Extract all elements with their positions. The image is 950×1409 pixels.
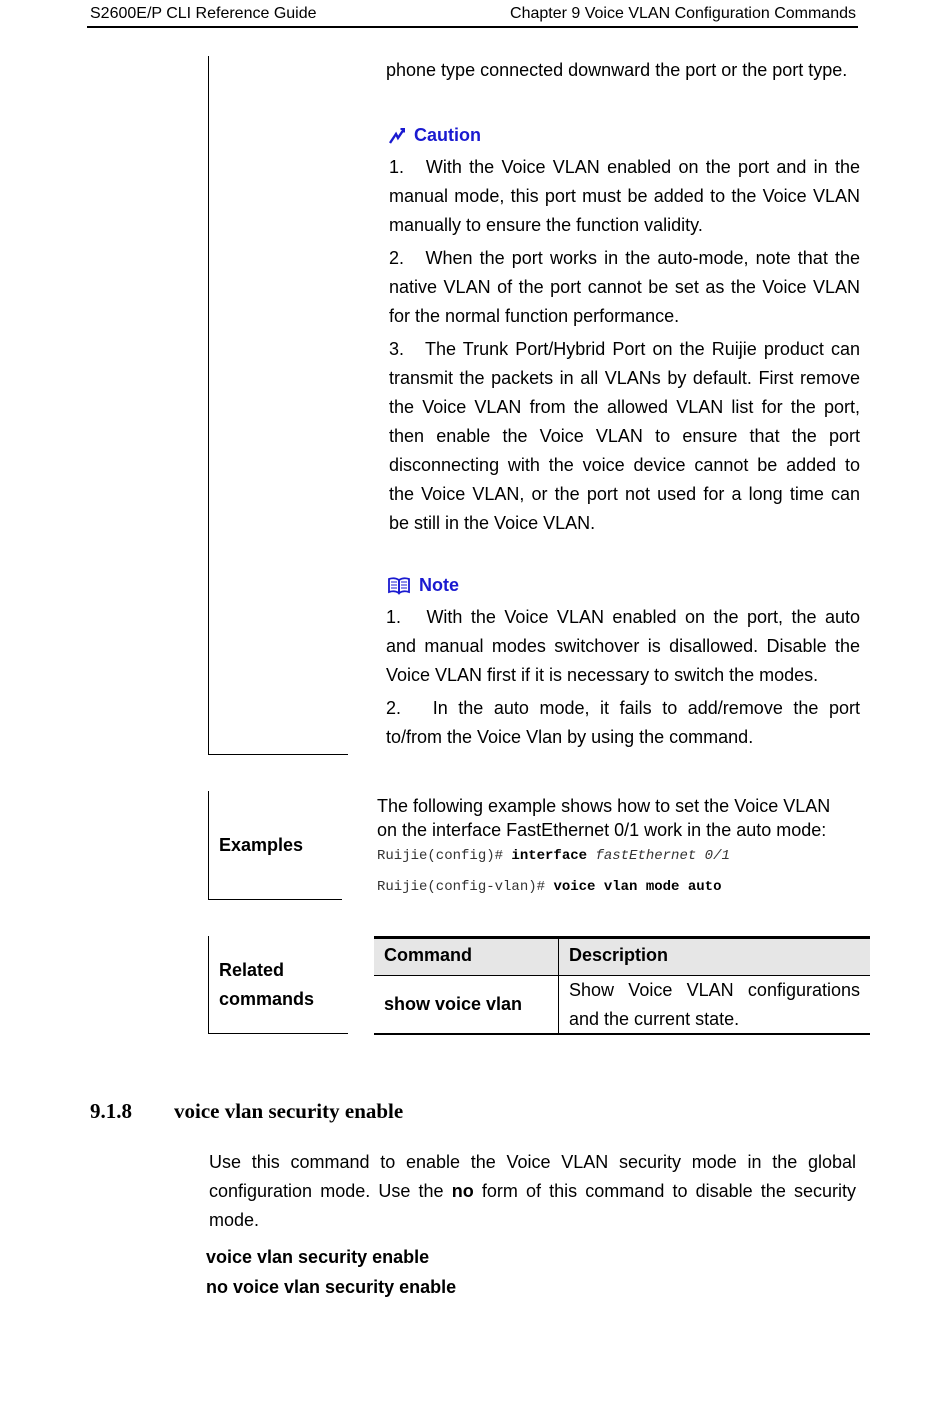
syntax-line: voice vlan security enable: [206, 1247, 430, 1267]
caution-item-line: be still in the Voice VLAN.: [389, 513, 596, 533]
table-header-command: Command: [384, 945, 473, 965]
note-item-line: and manual modes switchover is disallowed. Disable the: [386, 636, 860, 656]
related-left-border: [208, 936, 209, 1034]
usage-block-bottom-border: [208, 754, 348, 755]
caution-item-line: 2. When the port works in the auto-mode, note that the: [389, 248, 860, 268]
section-intro-line: mode.: [209, 1210, 260, 1230]
note-item: [386, 603, 860, 690]
related-label-line: Related: [219, 960, 285, 980]
header-rule: [87, 26, 858, 28]
note-item-line: Voice VLAN first if it is necessary to switch the modes.: [386, 665, 819, 685]
intro-keyword-no: no: [451, 1181, 474, 1201]
examples-description: [377, 794, 830, 842]
syntax-line: no voice vlan security enable: [206, 1277, 457, 1297]
caution-heading: [388, 121, 481, 150]
code-command: interface: [511, 848, 588, 864]
section-number: 9.1.8: [90, 1099, 132, 1123]
caution-item-line: 1. With the Voice VLAN enabled on the port and in the: [389, 157, 860, 177]
note-title: Note: [419, 575, 459, 595]
header-chapter-title: Chapter 9 Voice VLAN Configuration Commands: [510, 5, 856, 22]
caution-item-line: then enable the Voice VLAN to ensure that the port: [389, 426, 860, 446]
caution-item-line: manually to ensure the function validity.: [389, 215, 703, 235]
related-bottom-border: [208, 1033, 348, 1034]
caution-item-line: manual mode, this port must be added to the Voice VLAN: [389, 186, 860, 206]
related-label-line: commands: [219, 989, 315, 1009]
examples-description-line: on the interface FastEthernet 0/1 work in the auto mode:: [377, 820, 827, 840]
caution-item-line: 3. The Trunk Port/Hybrid Port on the Ruijie product can: [389, 339, 860, 359]
note-heading: [387, 571, 459, 600]
note-item: [386, 694, 860, 752]
example-code-line: [377, 848, 730, 864]
section-intro-line: [209, 1177, 856, 1206]
caution-item-line: the Voice VLAN from the allowed VLAN list for the port,: [389, 397, 860, 417]
caution-list: [389, 153, 860, 538]
caution-item: [389, 335, 860, 538]
caution-icon: [388, 127, 406, 145]
section-intro: [209, 1148, 856, 1235]
caution-item: [389, 153, 860, 240]
intro-text: form of this command to disable the security: [473, 1181, 856, 1201]
table-cell-description: [569, 976, 860, 1034]
note-item-line: to/from the Voice Vlan by using the command.: [386, 727, 754, 747]
caution-item-line: native VLAN of the port cannot be set as the Voice VLAN: [389, 277, 860, 297]
caution-item: [389, 244, 860, 331]
table-header-description: Description: [569, 945, 669, 965]
note-list: [386, 603, 860, 752]
note-item-line: 2. In the auto mode, it fails to add/remove the port: [386, 698, 860, 718]
note-item-line: 1. With the Voice VLAN enabled on the port, the auto: [386, 607, 860, 627]
usage-block-left-border: [208, 56, 209, 755]
header-guide-title: S2600E/P CLI Reference Guide: [90, 5, 317, 22]
intro-text: configuration mode. Use the: [209, 1181, 452, 1201]
section-intro-line: Use this command to enable the Voice VLAN security mode in the global: [209, 1152, 856, 1172]
caution-item-line: transmit the packets in all VLANs by default. First remove: [389, 368, 860, 388]
table-column-divider: [558, 939, 559, 1034]
caution-title: Caution: [414, 125, 481, 145]
table-cell-description-line: and the current state.: [569, 1009, 740, 1029]
code-command: voice vlan mode auto: [553, 879, 722, 895]
related-label: [219, 956, 314, 1014]
caution-item-line: for the normal function performance.: [389, 306, 680, 326]
examples-bottom-border: [208, 899, 342, 900]
code-prompt: Ruijie(config)#: [377, 848, 512, 864]
usage-continued-text: phone type connected downward the port or the port type.: [386, 60, 848, 80]
caution-item-line: the Voice VLAN, or the port not used for a long time can: [389, 484, 860, 504]
section-title: voice vlan security enable: [174, 1099, 404, 1123]
examples-label: Examples: [219, 835, 304, 855]
example-code-line: [377, 879, 721, 895]
related-commands-table: [374, 936, 870, 1036]
command-syntax: [206, 1242, 456, 1302]
examples-left-border: [208, 791, 209, 900]
table-cell-command: show voice vlan: [384, 994, 523, 1014]
book-icon: [387, 576, 411, 595]
caution-item-line: disconnecting with the voice device cannot be added to: [389, 455, 860, 475]
code-argument: fastEthernet 0/1: [587, 848, 730, 864]
examples-description-line: The following example shows how to set the Voice VLAN: [377, 796, 831, 816]
code-prompt: Ruijie(config-vlan)#: [377, 879, 554, 895]
table-cell-description-line: Show Voice VLAN configurations: [569, 980, 860, 1000]
